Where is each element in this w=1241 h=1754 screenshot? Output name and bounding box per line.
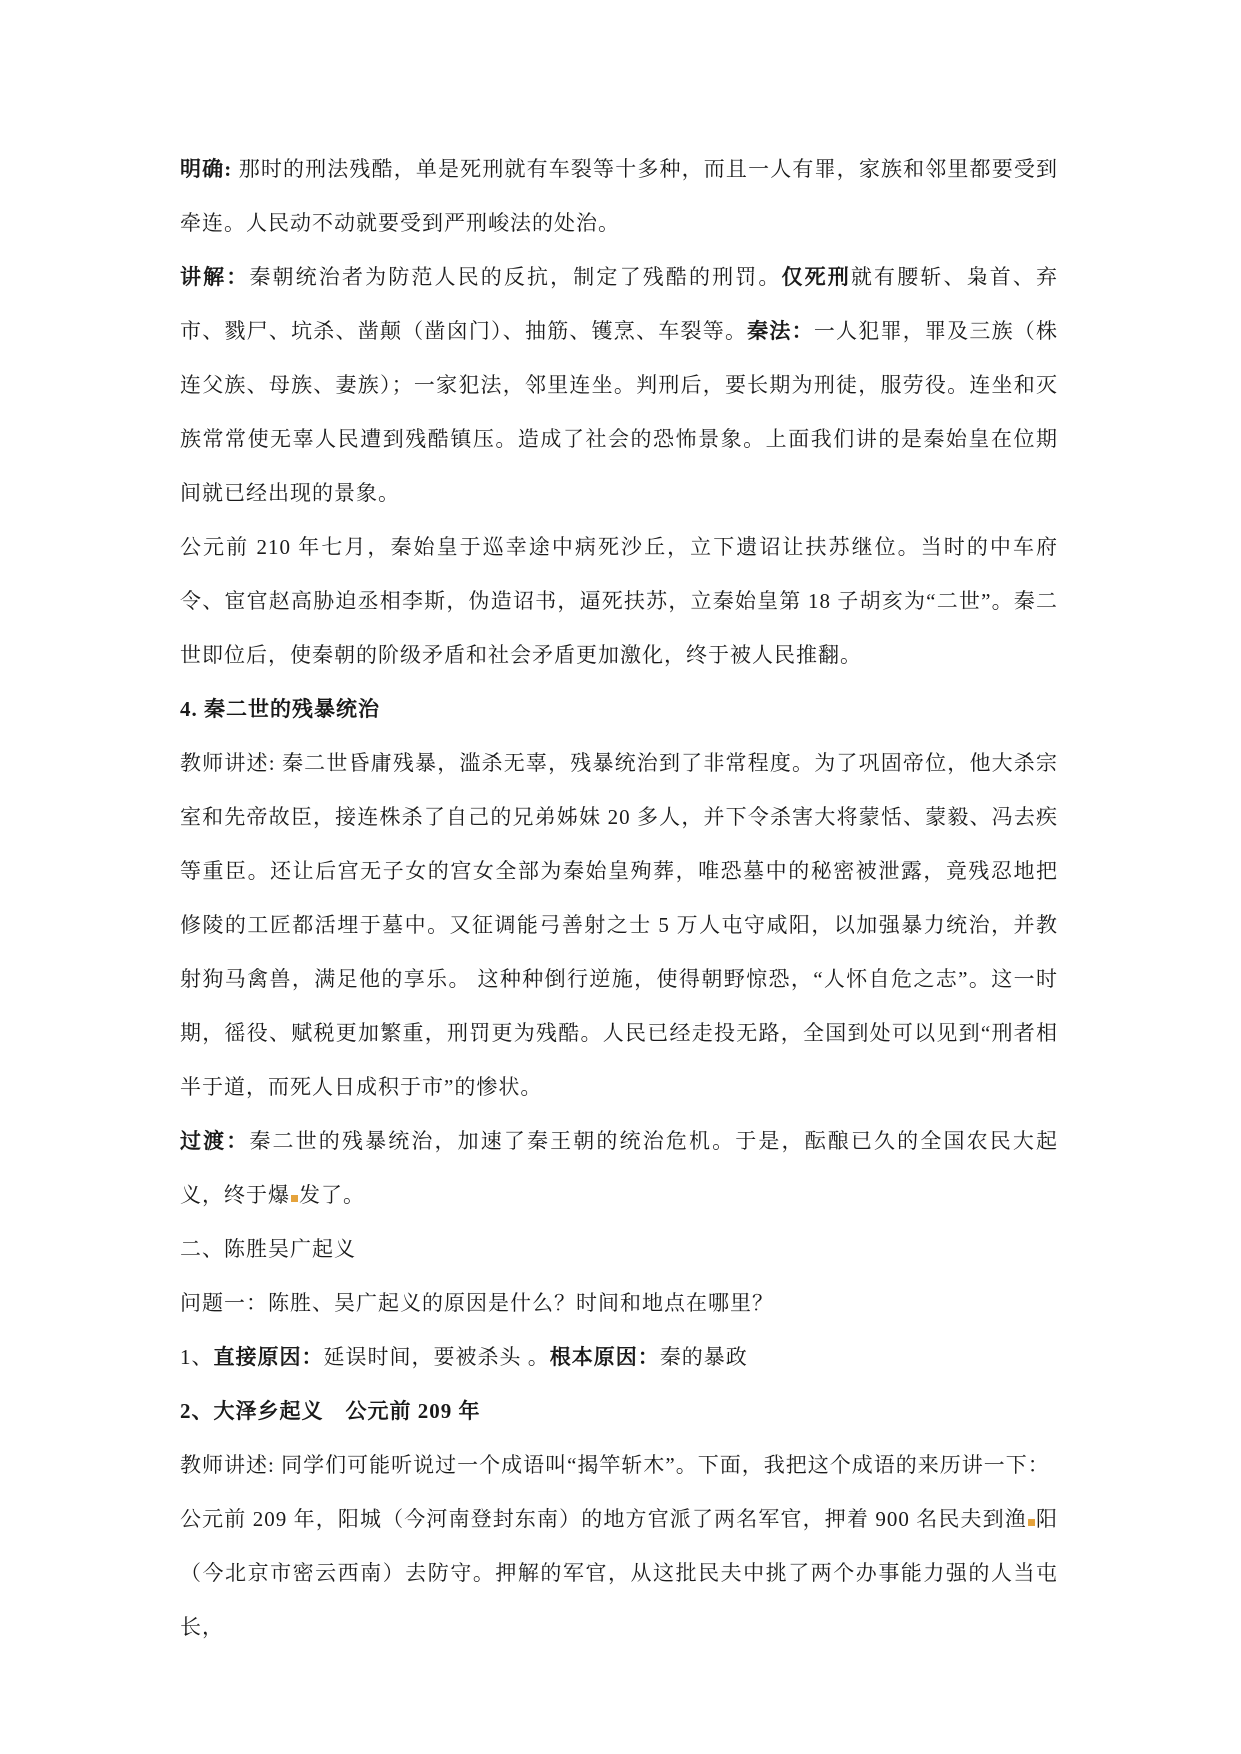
paragraph <box>180 1276 1058 1330</box>
run-text: 教师讲述: 同学们可能听说过一个成语叫“揭竿斩木”。下面，我把这个成语的来历讲一下： <box>180 1453 1050 1477</box>
run-text: 1、 <box>180 1345 214 1369</box>
paragraph <box>180 736 1058 1114</box>
run-text: 发了。 <box>299 1183 365 1207</box>
run-text: 秦二世的残暴统治，加速了秦王朝的统治危机。于是，酝酿已久的全国农民大起义，终于爆 <box>180 1129 1058 1207</box>
run-text: 就有腰斩、枭首、弃市、戮尸、坑杀、凿颠（凿囟门）、抽筋、镬烹、车裂等。 <box>180 265 1059 343</box>
paragraph <box>180 1492 1058 1654</box>
run-label-bold: 秦法： <box>747 319 814 343</box>
run-label-bold: 过渡： <box>180 1129 250 1153</box>
heading-text: 4. 秦二世的残暴统治 <box>180 697 380 721</box>
run-label-bold: 根本原因： <box>549 1345 660 1369</box>
section-heading <box>180 1384 1058 1438</box>
document-body <box>180 142 1058 1654</box>
section-heading <box>180 682 1058 736</box>
paragraph <box>180 250 1058 520</box>
paragraph <box>180 1222 1058 1276</box>
run-label-bold: 讲解： <box>180 265 250 289</box>
paragraph <box>180 1438 1058 1492</box>
run-text: 延误时间，要被杀头 。 <box>323 1345 550 1369</box>
run-text: 秦的暴政 <box>659 1345 748 1369</box>
run-text: 教师讲述: 秦二世昏庸残暴，滥杀无辜，残暴统治到了非常程度。为了巩固帝位，他大杀宗室和先帝故臣，接连株杀了自己的兄弟姊妹 20 多人，并下令杀害大将蒙恬、蒙毅、冯去疾等重臣。还让后宫无子女的宫女全部为秦始皇殉葬，唯恐墓中的秘密被泄露，竟残忍地把修陵的工匠都活埋于墓中。又征调能弓善射之士 5 万人屯守咸阳，以加强暴力统治，并教射狗马禽兽，满足他的享乐。 这种种倒行逆施，使得朝野惊恐，“人怀自危之志”。这一时期，徭役、赋税更加繁重，刑罚更为残酷。人民已经走投无路，全国到处可以见到“刑者相半于道，而死人日成积于市”的惨状。 <box>180 751 1058 1099</box>
run-text: 二、陈胜吴广起义 <box>180 1237 356 1261</box>
spellcheck-mark <box>1028 1519 1035 1526</box>
spellcheck-mark <box>291 1195 298 1202</box>
paragraph <box>180 1114 1058 1222</box>
heading-text: 2、大泽乡起义 公元前 209 年 <box>180 1399 481 1423</box>
run-text: 秦朝统治者为防范人民的反抗，制定了残酷的刑罚。 <box>249 265 782 289</box>
run-label-bold: 直接原因： <box>213 1345 324 1369</box>
run-label-bold: 明确: <box>180 157 233 181</box>
run-text: 一人犯罪，罪及三族（株连父族、母族、妻族）；一家犯法，邻里连坐。判刑后，要长期为刑徒，服劳役。连坐和灭族常常使无辜人民遭到残酷镇压。造成了社会的恐怖景象。上面我们讲的是秦始皇在位期间就已经出现的景象。 <box>180 319 1059 505</box>
run-text: 阳（今北京市密云西南）去防守。押解的军官，从这批民夫中挑了两个办事能力强的人当屯长， <box>180 1507 1059 1639</box>
paragraph <box>180 520 1058 682</box>
run-text: 问题一：陈胜、吴广起义的原因是什么？时间和地点在哪里？ <box>180 1291 774 1315</box>
paragraph <box>180 1330 1058 1384</box>
paragraph <box>180 142 1058 250</box>
run-label-bold: 仅死刑 <box>781 265 851 289</box>
run-text: 公元前 209 年，阳城（今河南登封东南）的地方官派了两名军官，押着 900 名民夫到渔 <box>180 1507 1027 1531</box>
run-text: 那时的刑法残酷，单是死刑就有车裂等十多种，而且一人有罪，家族和邻里都要受到牵连。人民动不动就要受到严刑峻法的处治。 <box>180 157 1058 235</box>
run-text: 公元前 210 年七月，秦始皇于巡幸途中病死沙丘，立下遗诏让扶苏继位。当时的中车府令、宦官赵高胁迫丞相李斯，伪造诏书，逼死扶苏，立秦始皇第 18 子胡亥为“二世”。秦二世即位后，使秦朝的阶级矛盾和社会矛盾更加激化，终于被人民推翻。 <box>180 535 1058 667</box>
